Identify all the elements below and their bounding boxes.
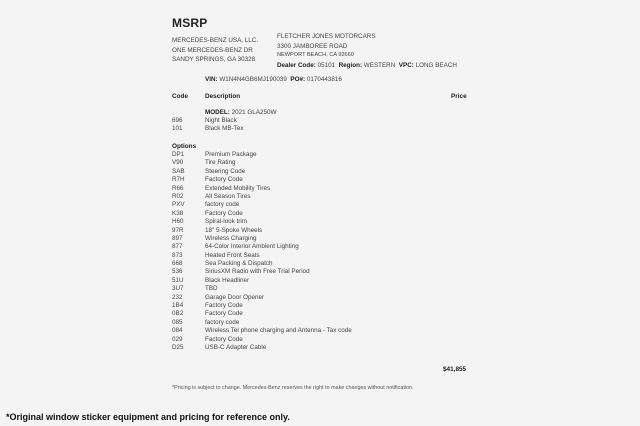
option-description: Factory Code: [205, 176, 243, 184]
list-item: [172, 201, 472, 209]
option-description: Heated Front Seats: [205, 251, 260, 259]
option-code: PXV: [172, 201, 185, 209]
option-description: Garage Door Opener: [205, 293, 265, 301]
item-description: Night Black: [205, 117, 237, 124]
list-item: [172, 319, 472, 327]
list-item: [172, 235, 472, 243]
list-item: [172, 277, 472, 285]
option-code: 897: [172, 234, 183, 242]
manufacturer-address: [172, 36, 258, 65]
option-code: D25: [172, 343, 184, 351]
option-code: 873: [172, 251, 183, 259]
vpc: LONG BEACH: [415, 61, 457, 69]
vin-line: [205, 76, 342, 83]
model-label: MODEL:: [205, 109, 230, 116]
dealer-code: 05101: [317, 61, 336, 69]
list-item: [172, 336, 472, 344]
option-code: 668: [172, 260, 183, 268]
option-description: Black Headliner: [205, 276, 250, 284]
option-description: Factory Code: [205, 335, 243, 343]
region: WESTERN: [363, 61, 396, 69]
option-code: 0B2: [172, 310, 184, 318]
list-item: [172, 210, 472, 218]
option-description: Tire Rating: [205, 159, 236, 167]
po-number: 0170443816: [306, 76, 342, 83]
region-label: Region:: [338, 61, 363, 69]
option-code: SAB: [172, 167, 185, 175]
option-description: Sea Packing & Dispatch: [205, 260, 273, 268]
list-item: [172, 268, 472, 276]
option-description: Wireless Charging: [205, 234, 257, 242]
option-code: R02: [172, 192, 184, 200]
option-code: 232: [172, 293, 183, 301]
option-code: 97R: [172, 226, 184, 234]
option-code: 085: [172, 318, 183, 326]
option-description: SiriusXM Radio with Free Trial Period: [205, 268, 310, 276]
header-description: Description: [205, 93, 241, 100]
option-code: 3U7: [172, 285, 184, 293]
dealer-city: NEWPORT BEACH, CA 92660: [277, 52, 354, 58]
list-item: [172, 227, 472, 235]
option-description: Extended Mobility Tires: [205, 184, 271, 192]
option-description: Steering Code: [205, 167, 246, 175]
option-description: Factory Code: [205, 209, 243, 217]
base-items: [172, 117, 472, 134]
manufacturer-line: MERCEDES-BENZ USA, LLC.: [172, 37, 259, 44]
item-code: 696: [172, 117, 183, 124]
option-description: factory code: [205, 201, 240, 209]
option-code: R7H: [172, 176, 185, 184]
item-description: Black MB-Tex: [205, 125, 244, 133]
option-code: 084: [172, 327, 183, 335]
option-code: V90: [172, 159, 184, 167]
option-code: H60: [172, 218, 184, 226]
item-code: 101: [172, 125, 183, 133]
list-item: [172, 117, 472, 125]
vpc-label: VPC:: [398, 61, 414, 69]
list-item: [172, 185, 472, 193]
total-price: $41,855: [443, 366, 467, 373]
list-item: [172, 125, 472, 133]
pricing-disclaimer: *Pricing is subject to change. Mercedes-Benz reserves the right to make changes without notification.: [172, 385, 414, 391]
manufacturer-line: ONE MERCEDES-BENZ DR: [172, 46, 253, 54]
list-item: [172, 294, 472, 302]
option-description: Spiral-look trim: [205, 218, 247, 226]
option-description: Premium Package: [205, 151, 257, 158]
manufacturer-line: SANDY SPRINGS, GA 30328: [172, 56, 256, 63]
option-code: K38: [172, 209, 184, 217]
option-code: 1B4: [172, 302, 184, 310]
option-description: Wireless Tel phone charging and Antenna - Tax code: [205, 327, 352, 335]
option-description: All Season Tires: [205, 192, 251, 200]
option-code: 536: [172, 268, 183, 276]
list-item: [172, 218, 472, 226]
option-description: 64-Color Interior Ambient Lighting: [205, 243, 299, 251]
option-code: DP1: [172, 151, 185, 158]
list-item: [172, 176, 472, 184]
dealer-name: FLETCHER JONES MOTORCARS: [277, 33, 376, 40]
list-item: [172, 252, 472, 260]
list-item: [172, 243, 472, 251]
option-code: 877: [172, 243, 183, 251]
vin: W1N4N4GB6MJ190039: [219, 76, 287, 83]
list-item: [172, 260, 472, 268]
list-item: [172, 168, 472, 176]
po-label: PO#:: [290, 76, 306, 83]
option-description: Factory Code: [205, 302, 243, 310]
dealer-codes: [277, 61, 457, 71]
option-code: 029: [172, 335, 183, 343]
dealer-street: 3300 JAMBOREE ROAD: [277, 42, 348, 50]
model: 2021 GLA250W: [231, 109, 277, 116]
list-item: [172, 344, 472, 352]
options-list: [172, 151, 472, 352]
option-description: USB-C Adapter Cable: [205, 343, 267, 351]
dealer-code-label: Dealer Code:: [277, 61, 316, 69]
sticker-title: MSRP: [172, 16, 208, 30]
list-item: [172, 159, 472, 167]
option-description: factory code: [205, 318, 240, 326]
header-price: Price: [451, 93, 467, 100]
option-code: 51U: [172, 276, 184, 284]
option-description: Factory Code: [205, 310, 243, 318]
list-item: [172, 327, 472, 335]
list-item: [172, 151, 472, 159]
reference-footnote: *Original window sticker equipment and pricing for reference only.: [6, 412, 290, 422]
options-heading: Options: [172, 143, 197, 150]
model-line: [205, 109, 276, 116]
option-description: TBD: [205, 285, 218, 293]
option-description: 18" 5-Spoke Wheels: [205, 226, 263, 234]
list-item: [172, 310, 472, 318]
list-item: [172, 193, 472, 201]
header-code: Code: [172, 93, 188, 100]
vin-label: VIN:: [205, 76, 218, 83]
option-code: R66: [172, 184, 184, 192]
list-item: [172, 302, 472, 310]
list-item: [172, 285, 472, 293]
dealer-info: [277, 32, 457, 70]
